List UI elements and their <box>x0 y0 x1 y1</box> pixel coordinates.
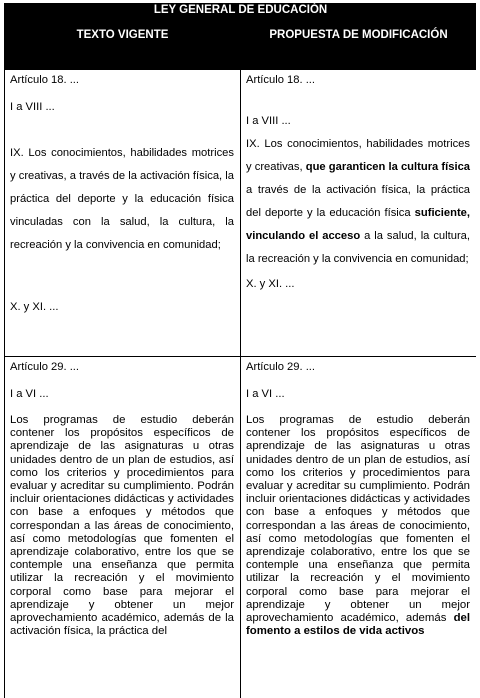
column-header-current-text: TEXTO VIGENTE <box>5 29 241 70</box>
fraction-ix-text <box>246 133 470 271</box>
table-title: LEY GENERAL DE EDUCACIÓN <box>5 4 477 29</box>
fraction-ix-part: IX. Los conocimientos, habilidades motrices y creativas, <box>246 138 471 173</box>
article-29-added-text: del fomento a estilos de vida activos <box>246 612 471 638</box>
article-heading: Artículo 29. ... <box>246 361 316 373</box>
article-29-body <box>246 414 470 638</box>
table-title-row <box>5 4 477 29</box>
fraction-ix-added-text: suficiente, vinculando el acceso <box>246 207 471 242</box>
column-header-proposal: PROPUESTA DE MODIFICACIÓN <box>241 29 477 70</box>
fractions-range: I a VI ... <box>10 388 49 400</box>
table-row-article-29 <box>5 357 477 698</box>
fractions-range: I a VIII ... <box>10 101 55 113</box>
cell-proposal-article-18 <box>241 70 477 357</box>
fractions-end: X. y XI. ... <box>10 301 59 313</box>
fractions-range: I a VIII ... <box>246 115 291 127</box>
fraction-ix-added-text: que garanticen la cultura física <box>305 161 471 173</box>
article-heading: Artículo 18. ... <box>246 74 316 86</box>
article-heading: Artículo 18. ... <box>10 74 80 86</box>
fraction-ix-part: a través de la activación física, la práctica del deporte y la educación física <box>246 184 471 219</box>
cell-proposal-article-29 <box>241 357 477 698</box>
cell-current-article-29 <box>5 357 241 698</box>
article-29-body-part: Los programas de estudio deberán contener los propósitos específicos de aprendizaje de las asignaturas u otras unidades dentro de un plan de estudios, así como los criterios y procedimientos para evaluar y acreditar su cumplimiento. Podrán incluir orientaciones didácticas y actividades con base a enfoques y métodos que correspondan a las áreas de conocimiento, así como metodologías que fomenten el aprendizaje colaborativo, entre los que se contemple una enseñanza que permita utilizar la recreación y el movimiento corporal como base para mejorar el aprendizaje y obtener un mejor aprovechamiento académico, además <box>246 414 471 625</box>
fraction-ix-part: a la salud, la cultura, la recreación y la convivencia en comunidad; <box>246 230 471 265</box>
table-row-article-18 <box>5 70 477 357</box>
comparison-table <box>4 3 476 698</box>
article-heading: Artículo 29. ... <box>10 361 80 373</box>
fractions-range: I a VI ... <box>246 388 285 400</box>
fractions-end: X. y XI. ... <box>246 278 295 290</box>
column-header-row <box>5 29 477 70</box>
fraction-ix-text: IX. Los conocimientos, habilidades motrices y creativas, a través de la activación física, la práctica del deporte y la educación física vinculadas con la salud, la cultura, la recreación y la convivencia en comunidad; <box>10 147 234 251</box>
document-page <box>4 3 476 698</box>
article-29-body: Los programas de estudio deberán contener los propósitos específicos de aprendizaje de las asignaturas u otras unidades dentro de un plan de estudios, así como los criterios y procedimientos para evaluar y acreditar su cumplimiento. Podrán incluir orientaciones didácticas y actividades con base a enfoques y métodos que correspondan a las áreas de conocimiento, así como metodologías que fomenten el aprendizaje colaborativo, entre los que se contemple una enseñanza que permita utilizar la recreación y el movimiento corporal como base para mejorar el aprendizaje y obtener un mejor aprovechamiento académico, además de la activación física, la práctica del <box>10 414 234 638</box>
cell-current-article-18 <box>5 70 241 357</box>
